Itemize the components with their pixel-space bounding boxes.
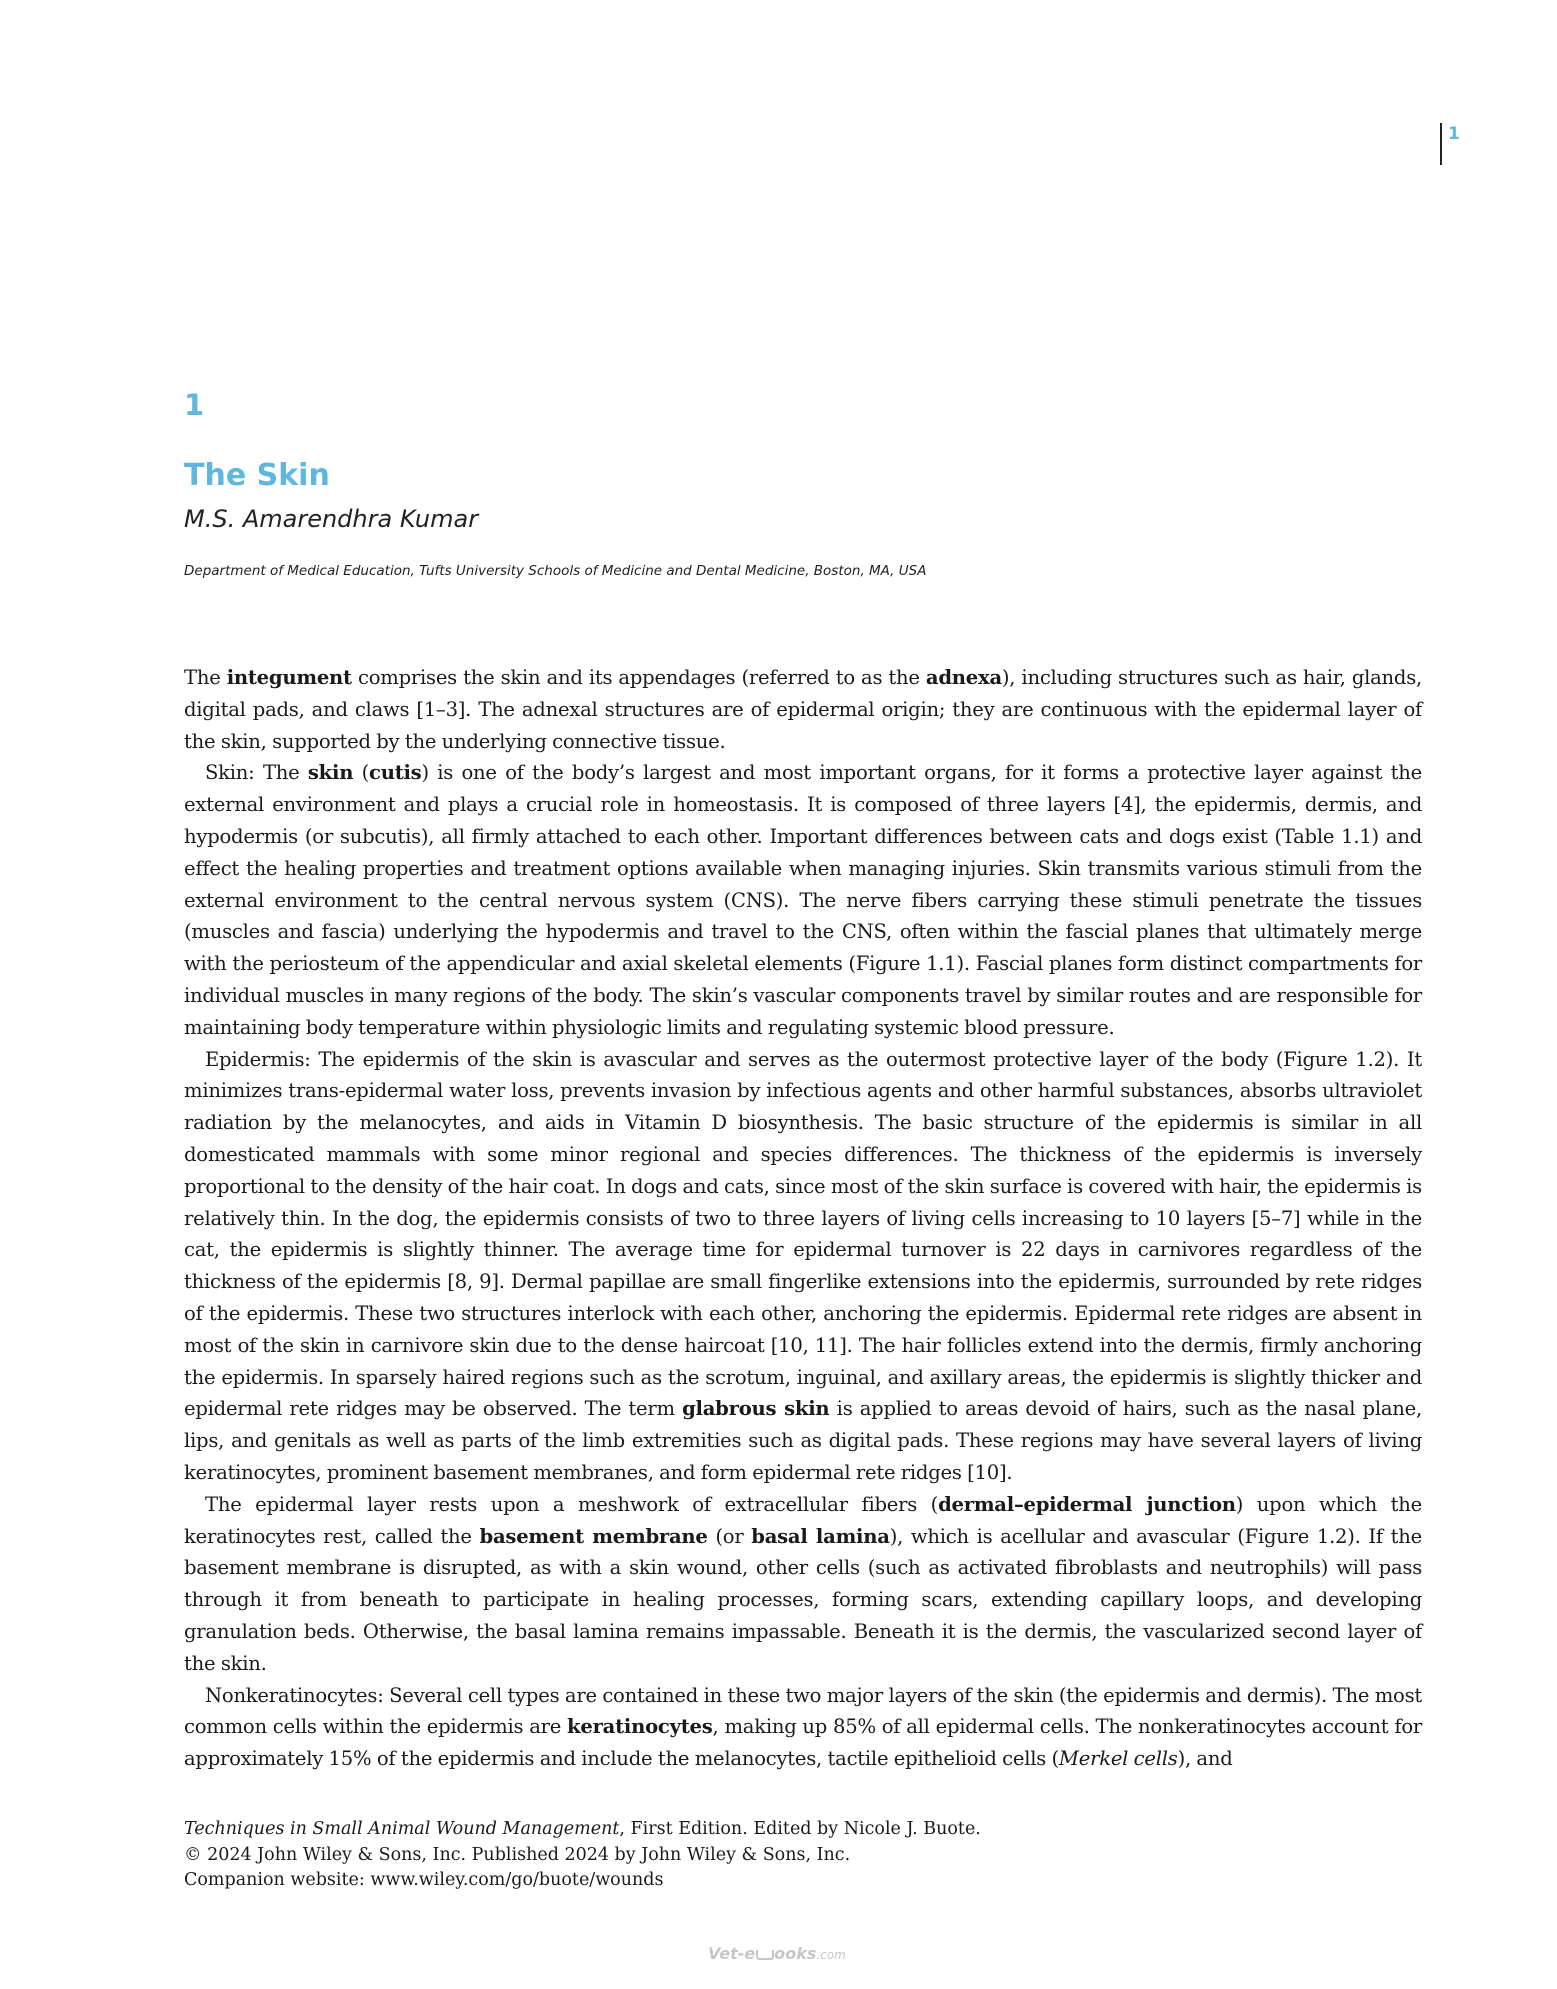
cart-icon (756, 1950, 774, 1960)
paragraph-skin: Skin: The skin (cutis) is one of the body’s largest and most important organs, for it forms a protective layer against the external environment and plays a crucial role in homeostasis. It is composed of three layers [4], the epidermis, dermis, and hypodermis (or subcutis), all firmly attached to each other. Important differences between cats and dogs exist (Table 1.1) and effect the healing properties and treatment options available when managing injuries. Skin transmits various stimuli from the external environment to the central nervous system (CNS). The nerve fibers carrying these stimuli penetrate the tissues (muscles and fascia) underlying the hypodermis and travel to the CNS, often within the fascial planes that ultimately merge with the periosteum of the appendicular and axial skeletal elements (Figure 1.1). Fascial planes form distinct compartments for individual muscles in many regions of the body. The skin’s vascular components travel by similar routes and are responsible for maintaining body temperature within physiologic limits and regulating systemic blood pressure. (184, 761, 1422, 1039)
term-cutis: cutis (369, 761, 422, 785)
footnote-copyright: © 2024 John Wiley & Sons, Inc. Published 2024 by John Wiley & Sons, Inc. (184, 1844, 851, 1865)
paragraph-nonkeratinocytes: Nonkeratinocytes: Several cell types are contained in these two major layers of the skin (the epidermis and dermis). The most common cells within the epidermis are keratinocytes, making up 85% of all epidermal cells. The nonkeratinocytes account for approximately 15% of the epidermis and include the melanocytes, tactile epithelioid cells (Merkel cells), and (184, 1683, 1422, 1771)
chapter-author: M.S. Amarendhra Kumar (184, 505, 479, 533)
paragraph-epidermis: Epidermis: The epidermis of the skin is avascular and serves as the outermost protective layer of the body (Figure 1.2). It minimizes trans-epidermal water loss, prevents invasion by infectious agents and other harmful substances, absorbs ultraviolet radiation by the melanocytes, and aids in Vitamin D biosynthesis. The basic structure of the epidermis is similar in all domesticated mammals with some minor regional and species differences. The thickness of the epidermis is inversely proportional to the density of the hair coat. In dogs and cats, since most of the skin surface is covered with hair, the epidermis is relatively thin. In the dog, the epidermis consists of two to three layers of living cells increasing to 10 layers [5–7] while in the cat, the epidermis is slightly thinner. The average time for epidermal turnover is 22 days in carnivores regardless of the thickness of the epidermis [8, 9]. Dermal papillae are small fingerlike extensions into the epidermis, surrounded by rete ridges of the epidermis. These two structures interlock with each other, anchoring the epidermis. Epidermal rete ridges are absent in most of the skin in carnivore skin due to the dense haircoat [10, 11]. The hair follicles extend into the dermis, firmly anchoring the epidermis. In sparsely haired regions such as the scrotum, inguinal, and axillary areas, the epidermis is slightly thicker and epidermal rete ridges may be observed. The term glabrous skin is applied to areas devoid of hairs, such as the nasal plane, lips, and genitals as well as parts of the limb extremities such as digital pads. These regions may have several layers of living keratinocytes, prominent basement membranes, and form epidermal rete ridges [10]. (184, 1047, 1422, 1484)
publication-footnote (184, 1817, 1184, 1894)
book-edition: , First Edition. Edited by Nicole J. Buote. (619, 1819, 981, 1839)
paragraph-basement-membrane: The epidermal layer rests upon a meshwork of extracellular fibers (dermal–epidermal junction) upon which the keratinocytes rest, called the basement membrane (or basal lamina), which is acellular and avascular (Figure 1.2). If the basement membrane is disrupted, as with a skin wound, other cells (such as activated fibroblasts and neutrophils) will pass through it from beneath to participate in healing processes, forming scars, extending capillary loops, and developing granulation beds. Otherwise, the basal lamina remains impassable. Beneath it is the dermis, the vascularized second layer of the skin. (184, 1492, 1423, 1675)
book-title: Techniques in Small Animal Wound Management (184, 1819, 620, 1839)
term-integument: integument (226, 666, 352, 689)
term-keratinocytes: keratinocytes (567, 1715, 713, 1739)
term-skin: skin (307, 761, 354, 785)
page-number-rule (1440, 123, 1442, 165)
term-glabrous-skin: glabrous skin (682, 1397, 830, 1421)
term-dermal-epidermal-junction: dermal–epidermal junction (938, 1492, 1236, 1516)
term-basal-lamina: basal lamina (751, 1524, 890, 1548)
chapter-title: The Skin (184, 458, 330, 493)
footnote-book-line (184, 1817, 1184, 1843)
chapter-body (184, 662, 1422, 1775)
term-basement-membrane: basement membrane (479, 1524, 708, 1548)
term-adnexa: adnexa (925, 666, 1002, 689)
chapter-number: 1 (184, 388, 205, 422)
watermark-logo: Vet-e ooks.com (708, 1944, 846, 1963)
author-affiliation: Department of Medical Education, Tufts University Schools of Medicine and Dental Medicine, Boston, MA, USA (184, 563, 927, 579)
paragraph-integument: The integument comprises the skin and its appendages (referred to as the adnexa), including structures such as hair, glands, digital pads, and claws [1–3]. The adnexal structures are of epidermal origin; they are continuous with the epidermal layer of the skin, supported by the underlying connective tissue. (184, 666, 1422, 753)
footnote-website: Companion website: www.wiley.com/go/buote/wounds (184, 1870, 664, 1890)
page-number: 1 (1448, 124, 1460, 144)
term-merkel-cells: Merkel cells (1058, 1747, 1178, 1771)
